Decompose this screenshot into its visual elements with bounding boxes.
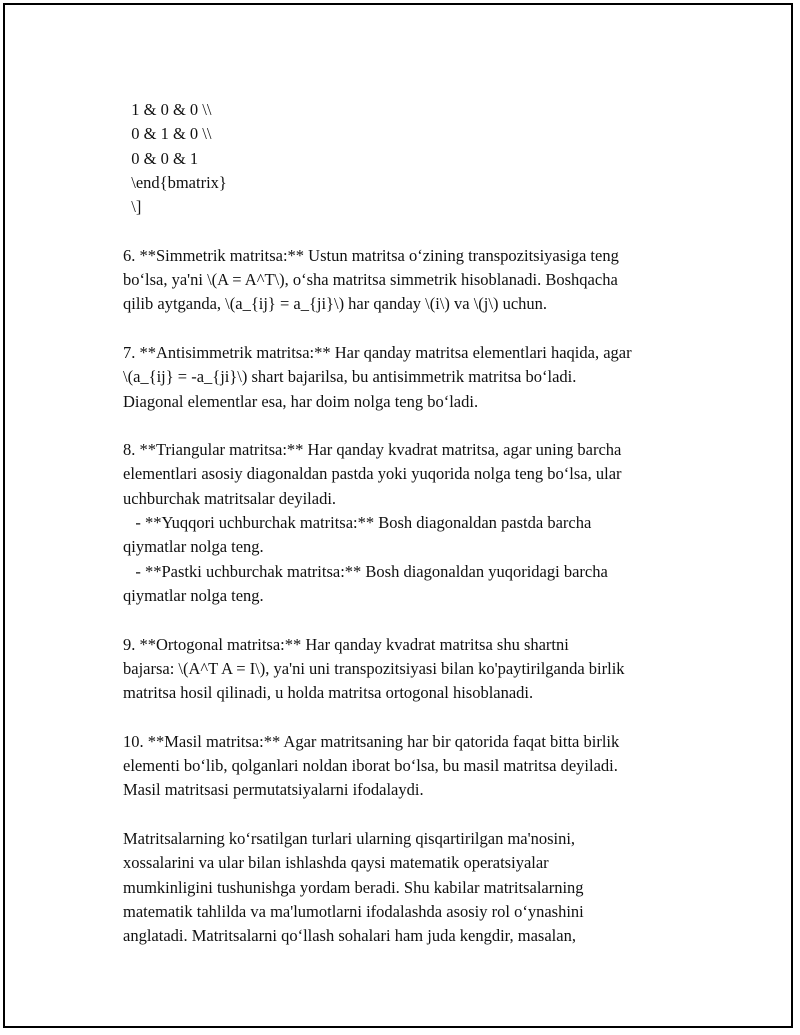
text-line: 0 & 1 & 0 \\ — [123, 124, 212, 144]
text-line: 8. **Triangular matritsa:** Har qanday kvadrat matritsa, agar uning barcha — [123, 440, 622, 460]
paragraph-gap — [123, 414, 713, 438]
text-line: matritsa hosil qilinadi, u holda matritsa ortogonal hisoblanadi. — [123, 683, 534, 703]
text-line: qiymatlar nolga teng. — [123, 585, 264, 605]
text-line: 0 & 0 & 1 — [123, 148, 199, 168]
paragraph-gap — [123, 317, 713, 341]
text-line: bajarsa: \(A^T A = I\), ya'ni uni transpozitsiyasi bilan ko'paytirilganda birlik — [123, 658, 625, 678]
text-line: 10. **Masil matritsa:** Agar matritsaning har bir qatorida faqat bitta birlik — [123, 731, 620, 751]
text-line: matematik tahlilda va ma'lumotlarni ifodalashda asosiy rol o‘ynashini — [123, 901, 584, 921]
document-body — [123, 98, 713, 948]
text-line: 7. **Antisimmetrik matritsa:** Har qanday matritsa elementlari haqida, agar — [123, 342, 632, 362]
paragraph-gap — [123, 705, 713, 729]
page — [3, 3, 793, 1028]
paragraph-gap — [123, 803, 713, 827]
text-line: 9. **Ortogonal matritsa:** Har qanday kvadrat matritsa shu shartni — [123, 634, 569, 654]
text-line: bo‘lsa, ya'ni \(A = A^T\), o‘sha matritsa simmetrik hisoblanadi. Boshqacha — [123, 270, 618, 290]
paragraph-gap — [123, 608, 713, 632]
text-line: uchburchak matritsalar deyiladi. — [123, 488, 337, 508]
text-line: \end{bmatrix} — [123, 172, 227, 192]
text-line: - **Yuqqori uchburchak matritsa:** Bosh diagonaldan pastda barcha — [123, 513, 592, 533]
text-line: xossalarini va ular bilan ishlashda qaysi matematik operatsiyalar — [123, 853, 549, 873]
text-line: anglatadi. Matritsalarni qo‘llash sohalari ham juda kengdir, masalan, — [123, 926, 576, 946]
text-line: \] — [123, 197, 142, 217]
text-line: mumkinligini tushunishga yordam beradi. Shu kabilar matritsalarning — [123, 877, 584, 897]
text-line: elementlari asosiy diagonaldan pastda yoki yuqorida nolga teng bo‘lsa, ular — [123, 464, 622, 484]
text-line: qilib aytganda, \(a_{ij} = a_{ji}\) har qanday \(i\) va \(j\) uchun. — [123, 294, 548, 314]
text-line: \(a_{ij} = -a_{ji}\) shart bajarilsa, bu antisimmetrik matritsa bo‘ladi. — [123, 367, 577, 387]
text-line: - **Pastki uchburchak matritsa:** Bosh diagonaldan yuqoridagi barcha — [123, 561, 608, 581]
text-line: Diagonal elementlar esa, har doim nolga teng bo‘ladi. — [123, 391, 479, 411]
text-line: qiymatlar nolga teng. — [123, 537, 264, 557]
text-line: 1 & 0 & 0 \\ — [123, 100, 212, 119]
text-line: Masil matritsasi permutatsiyalarni ifodalaydi. — [123, 780, 424, 800]
text-line: 6. **Simmetrik matritsa:** Ustun matritsa o‘zining transpozitsiyasiga teng — [123, 245, 619, 265]
text-line: elementi bo‘lib, qolganlari noldan iborat bo‘lsa, bu masil matritsa deyiladi. — [123, 756, 618, 776]
paragraph-gap — [123, 219, 713, 243]
text-line: Matritsalarning ko‘rsatilgan turlari ularning qisqartirilgan ma'nosini, — [123, 828, 576, 848]
